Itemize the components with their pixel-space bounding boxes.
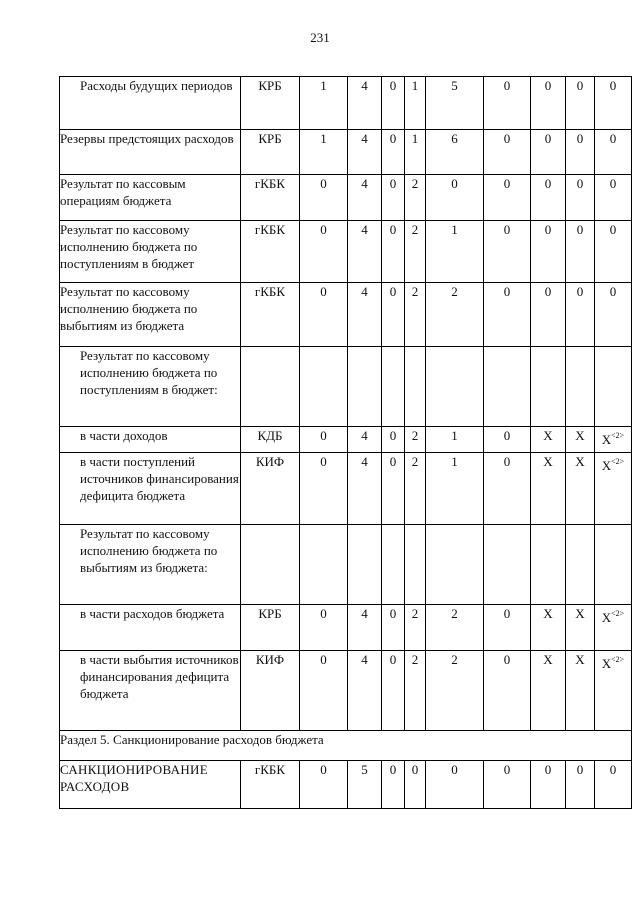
row-label: САНКЦИОНИРОВАНИЕ РАСХОДОВ [60,761,241,809]
digit-cell: 0 [484,453,531,525]
row-label: в части выбытия источников финансирования дефицита бюджета [60,651,241,731]
digit-cell: 0 [300,175,348,221]
table-row [60,175,632,221]
empty-cell [426,525,484,605]
digit-cell: X [566,605,595,651]
digit-cell: 0 [566,130,595,175]
empty-cell [348,525,382,605]
digit-cell: 0 [405,761,426,809]
digit-cell: 0 [300,761,348,809]
table-row [60,651,632,731]
digit-cell: X [531,453,566,525]
row-label: в части доходов [60,427,241,453]
digit-cell: 0 [531,221,566,283]
digit-cell: X [566,651,595,731]
row-label: в части расходов бюджета [60,605,241,651]
empty-cell [566,347,595,427]
table-row [60,283,632,347]
digit-cell: 0 [382,130,405,175]
digit-cell: 0 [595,283,632,347]
digit-cell: 2 [405,221,426,283]
digit-cell: 0 [566,283,595,347]
digit-cell: 0 [300,605,348,651]
footnote-mark: <2> [611,655,625,664]
group-heading: Результат по кассовому исполнению бюджета по выбытиям из бюджета: [60,525,241,605]
digit-cell: 0 [382,221,405,283]
table-row [60,221,632,283]
digit-cell: $X^{<2>}$ [595,605,632,651]
digit-cell: X [531,605,566,651]
digit-cell: 0 [382,761,405,809]
code-cell: гКБК [241,283,300,347]
empty-cell [405,347,426,427]
digit-cell: 5 [348,761,382,809]
digit-cell: 2 [405,605,426,651]
digit-cell: 0 [595,175,632,221]
digit-cell: 0 [484,221,531,283]
digit-cell: 4 [348,283,382,347]
row-label: Результат по кассовым операциям бюджета [60,175,241,221]
empty-cell [300,525,348,605]
digit-cell: 1 [405,77,426,130]
digit-cell: 2 [405,651,426,731]
digit-cell: 0 [382,605,405,651]
digit-cell: 0 [382,283,405,347]
digit-cell: 1 [426,453,484,525]
code-cell: КРБ [241,605,300,651]
row-label: Результат по кассовому исполнению бюджета по поступлениям в бюджет [60,221,241,283]
digit-cell: X [566,453,595,525]
digit-cell: 4 [348,175,382,221]
digit-cell: X [566,427,595,453]
empty-cell [595,347,632,427]
digit-cell: 1 [426,427,484,453]
digit-cell: 0 [595,130,632,175]
code-cell: КРБ [241,77,300,130]
digit-cell: 0 [484,77,531,130]
digit-cell: 0 [566,175,595,221]
digit-cell: 0 [531,130,566,175]
digit-cell: 0 [484,175,531,221]
table-row [60,427,632,453]
digit-cell: 4 [348,651,382,731]
digit-cell: 0 [484,283,531,347]
digit-cell: 0 [566,77,595,130]
section-row [60,731,632,761]
digit-cell: 0 [531,175,566,221]
digit-cell: 0 [531,77,566,130]
page-number: 231 [310,30,330,45]
code-cell: КДБ [241,427,300,453]
digit-cell: X [531,651,566,731]
digit-cell: 2 [405,453,426,525]
section-title: Раздел 5. Санкционирование расходов бюджета [60,731,632,761]
digit-cell: 0 [566,761,595,809]
footnote-mark: <2> [611,431,625,440]
table-row [60,761,632,809]
digit-cell: 0 [484,130,531,175]
digit-cell: 1 [300,130,348,175]
digit-cell: 1 [405,130,426,175]
digit-cell: $X^{<2>}$ [595,651,632,731]
digit-cell: 2 [426,651,484,731]
digit-cell: 0 [382,651,405,731]
empty-cell [595,525,632,605]
digit-cell: 0 [382,427,405,453]
digit-cell: 2 [426,605,484,651]
empty-cell [241,525,300,605]
digit-cell: $X^{<2>}$ [595,453,632,525]
digit-cell: 0 [300,427,348,453]
table-row [60,77,632,130]
digit-cell: 0 [300,221,348,283]
account-table [59,76,632,809]
table-row [60,130,632,175]
footnote-mark: <2> [611,457,625,466]
empty-cell [348,347,382,427]
digit-cell: 0 [382,175,405,221]
footnote-mark: <2> [611,609,625,618]
empty-cell [405,525,426,605]
digit-cell: 4 [348,605,382,651]
row-label: Резервы предстоящих расходов [60,130,241,175]
code-cell: КИФ [241,651,300,731]
digit-cell: 0 [484,605,531,651]
digit-cell: 4 [348,130,382,175]
digit-cell: 4 [348,77,382,130]
digit-cell: 0 [595,221,632,283]
digit-cell: 6 [426,130,484,175]
digit-cell: 2 [405,175,426,221]
row-label: Результат по кассовому исполнению бюджета по выбытиям из бюджета [60,283,241,347]
digit-cell: 5 [426,77,484,130]
digit-cell: X [531,427,566,453]
table-row [60,453,632,525]
digit-cell: 0 [484,651,531,731]
row-label: Расходы будущих периодов [60,77,241,130]
digit-cell: 0 [300,283,348,347]
digit-cell: 4 [348,453,382,525]
digit-cell: 4 [348,221,382,283]
code-cell: гКБК [241,761,300,809]
digit-cell: 0 [426,175,484,221]
digit-cell: $X^{<2>}$ [595,427,632,453]
digit-cell: 0 [531,761,566,809]
empty-cell [531,347,566,427]
empty-cell [382,525,405,605]
empty-cell [300,347,348,427]
digit-cell: 0 [426,761,484,809]
digit-cell: 0 [595,77,632,130]
digit-cell: 1 [426,221,484,283]
digit-cell: 0 [484,427,531,453]
digit-cell: 2 [405,427,426,453]
empty-cell [426,347,484,427]
digit-cell: 0 [484,761,531,809]
code-cell: гКБК [241,221,300,283]
digit-cell: 2 [426,283,484,347]
empty-cell [382,347,405,427]
digit-cell: 0 [566,221,595,283]
digit-cell: 1 [300,77,348,130]
code-cell: КРБ [241,130,300,175]
digit-cell: 0 [382,77,405,130]
empty-cell [484,347,531,427]
digit-cell: 0 [531,283,566,347]
row-label: в части поступлений источников финансирования дефицита бюджета [60,453,241,525]
empty-cell [241,347,300,427]
digit-cell: 0 [300,651,348,731]
code-cell: гКБК [241,175,300,221]
digit-cell: 0 [595,761,632,809]
digit-cell: 0 [300,453,348,525]
table-row [60,605,632,651]
table-body [60,77,632,809]
digit-cell: 0 [382,453,405,525]
empty-cell [566,525,595,605]
code-cell: КИФ [241,453,300,525]
digit-cell: 2 [405,283,426,347]
empty-cell [484,525,531,605]
group-heading-row [60,347,632,427]
group-heading: Результат по кассовому исполнению бюджета по поступлениям в бюджет: [60,347,241,427]
digit-cell: 4 [348,427,382,453]
group-heading-row [60,525,632,605]
empty-cell [531,525,566,605]
